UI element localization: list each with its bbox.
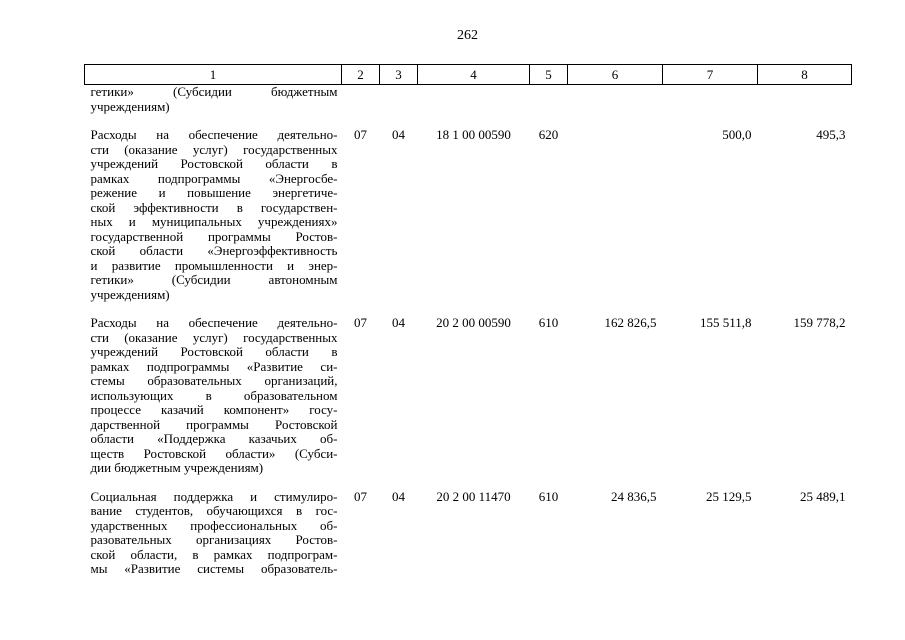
description-line: ных и муниципальных учреждениях» bbox=[90, 214, 338, 229]
target-article-cell: 18 1 00 00590 bbox=[436, 127, 511, 142]
expense-type-cell: 620 bbox=[538, 127, 559, 142]
description-line: учреждений Ростовской области в bbox=[90, 156, 338, 171]
amount-cell: 25 489,1 bbox=[800, 488, 846, 504]
description-line: учреждений Ростовской области в bbox=[90, 344, 338, 359]
amount-cell: 25 129,5 bbox=[706, 488, 752, 504]
column-header: 4 bbox=[418, 65, 530, 85]
description-line: гетики» (Субсидии автономным bbox=[90, 272, 338, 287]
description-cell bbox=[85, 490, 342, 577]
column-header: 2 bbox=[342, 65, 380, 85]
subsection-cell: 04 bbox=[392, 315, 405, 330]
description-line: и развитие промышленности и энер- bbox=[90, 257, 338, 273]
table-row bbox=[85, 316, 852, 490]
table-row bbox=[85, 490, 852, 577]
section-cell: 07 bbox=[354, 315, 367, 330]
column-header: 7 bbox=[663, 65, 758, 85]
table-row bbox=[85, 85, 852, 129]
description-line: Расходы на обеспечение деятельно- bbox=[90, 127, 338, 142]
amount-cell: 162 826,5 bbox=[604, 315, 657, 330]
section-cell: 07 bbox=[354, 127, 367, 142]
description-line: ской области «Энергоэффективность bbox=[90, 243, 338, 258]
description-line: стемы образовательных организаций, bbox=[90, 373, 338, 388]
description-line: учреждениям) bbox=[90, 286, 170, 302]
description-line: гетики» (Субсидии бюджетным bbox=[90, 84, 338, 99]
target-article-cell: 20 2 00 00590 bbox=[436, 315, 511, 330]
amount-cell bbox=[568, 85, 663, 129]
description-line: вание студентов, обучающихся в гос- bbox=[90, 503, 338, 518]
description-line: ществ Ростовской области» (Субси- bbox=[90, 445, 338, 461]
description-line: области «Поддержка казачьих об- bbox=[90, 431, 338, 446]
description-line: мы «Развитие системы образователь- bbox=[90, 561, 338, 576]
column-header: 8 bbox=[758, 65, 852, 85]
description-cell bbox=[85, 85, 342, 129]
description-line: ской области, в рамках подпрограм- bbox=[90, 546, 338, 562]
subsection-cell: 04 bbox=[392, 127, 405, 142]
amount-cell bbox=[568, 128, 663, 316]
description-line: Социальная поддержка и стимулиро- bbox=[90, 488, 338, 504]
amount-cell: 24 836,5 bbox=[611, 488, 657, 504]
section-cell bbox=[342, 85, 380, 129]
expense-type-cell: 610 bbox=[538, 315, 559, 330]
description-line: разовательных организациях Ростов- bbox=[90, 532, 338, 547]
description-line: режение и повышение энергетиче- bbox=[90, 185, 338, 200]
subsection-cell bbox=[380, 85, 418, 129]
column-header: 5 bbox=[530, 65, 568, 85]
expense-type-cell bbox=[530, 85, 568, 129]
amount-cell: 155 511,8 bbox=[699, 315, 752, 330]
budget-table bbox=[84, 64, 852, 577]
column-header: 3 bbox=[380, 65, 418, 85]
amount-cell: 495,3 bbox=[816, 127, 846, 142]
description-line: процессе казачий компонент» госу- bbox=[90, 402, 338, 417]
description-line: государственной программы Ростов- bbox=[90, 228, 338, 244]
target-article-cell: 20 2 00 11470 bbox=[436, 488, 511, 504]
description-line: Расходы на обеспечение деятельно- bbox=[90, 315, 338, 330]
header-row bbox=[85, 65, 852, 85]
section-cell: 07 bbox=[354, 488, 367, 504]
description-cell bbox=[85, 316, 342, 490]
description-line: сти (оказание услуг) государственных bbox=[90, 329, 338, 345]
amount-cell: 159 778,2 bbox=[793, 315, 846, 330]
description-line: дии бюджетным учреждениям) bbox=[90, 460, 264, 475]
column-header: 6 bbox=[568, 65, 663, 85]
description-line: использующих в образовательном bbox=[90, 387, 338, 403]
description-cell bbox=[85, 128, 342, 316]
table-header bbox=[85, 65, 852, 85]
description-line: рамках подпрограммы «Энергосбе- bbox=[90, 170, 338, 186]
amount-cell bbox=[663, 85, 758, 129]
expense-type-cell: 610 bbox=[538, 488, 559, 504]
description-line: учреждениям) bbox=[90, 98, 170, 114]
description-line: ской эффективности в государствен- bbox=[90, 199, 338, 215]
page-number: 262 bbox=[457, 28, 478, 43]
column-header: 1 bbox=[85, 65, 342, 85]
amount-cell: 500,0 bbox=[722, 127, 752, 142]
description-line: дарственной программы Ростовской bbox=[90, 416, 338, 432]
description-line: сти (оказание услуг) государственных bbox=[90, 141, 338, 157]
target-article-cell bbox=[418, 85, 530, 129]
table-row bbox=[85, 128, 852, 316]
amount-cell bbox=[758, 85, 852, 129]
subsection-cell: 04 bbox=[392, 488, 405, 504]
description-line: рамках подпрограммы «Развитие си- bbox=[90, 358, 338, 374]
description-line: ударственных профессиональных об- bbox=[90, 517, 338, 533]
